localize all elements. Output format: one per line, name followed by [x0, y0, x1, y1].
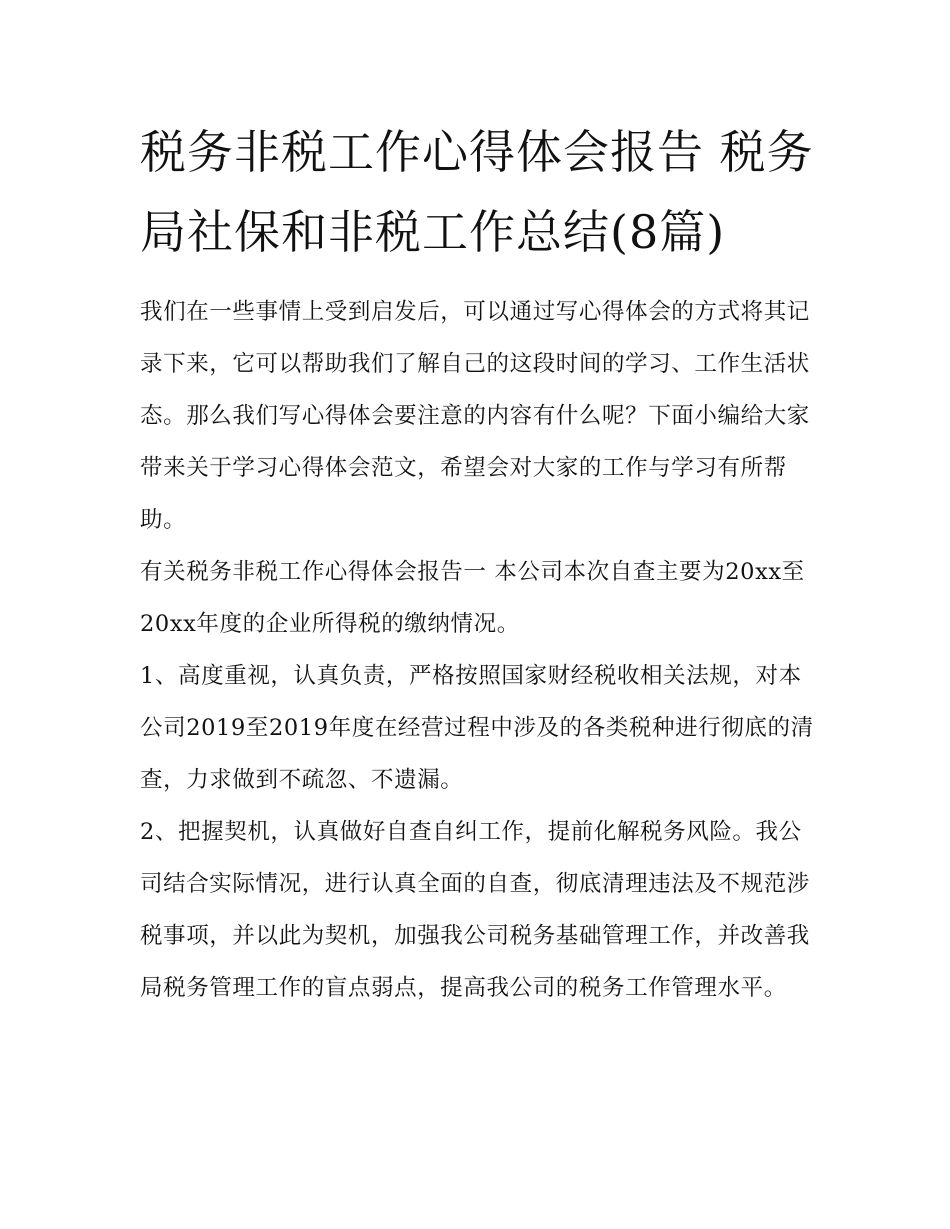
intro-paragraph: 我们在一些事情上受到启发后，可以通过写心得体会的方式将其记录下来，它可以帮助我们了解自己的这段时间的学习、工作生活状态。那么我们写心得体会要注意的内容有什么呢？下面小编给大家带来关于学习心得体会范文，希望会对大家的工作与学习有所帮助。 — [140, 299, 810, 533]
point-one-paragraph: 1、高度重视，认真负责，严格按照国家财经税收相关法规，对本公司2019至2019年度在经营过程中涉及的各类税种进行彻底的清查，力求做到不疏忽、不遗漏。 — [140, 663, 814, 793]
document-page — [140, 112, 820, 1014]
document-title: 税务非税工作心得体会报告 税务局社保和非税工作总结(8篇) — [140, 125, 814, 259]
point-two-paragraph: 2、把握契机，认真做好自查自纠工作，提前化解税务风险。我公司结合实际情况，进行认真全面的自查，彻底清理违法及不规范涉税事项，并以此为契机，加强我公司税务基础管理工作，并改善我局税务管理工作的盲点弱点，提高我公司的税务工作管理水平。 — [140, 819, 810, 1001]
report-one-paragraph: 有关税务非税工作心得体会报告一 本公司本次自查主要为20xx至20xx年度的企业所得税的缴纳情况。 — [140, 559, 805, 637]
